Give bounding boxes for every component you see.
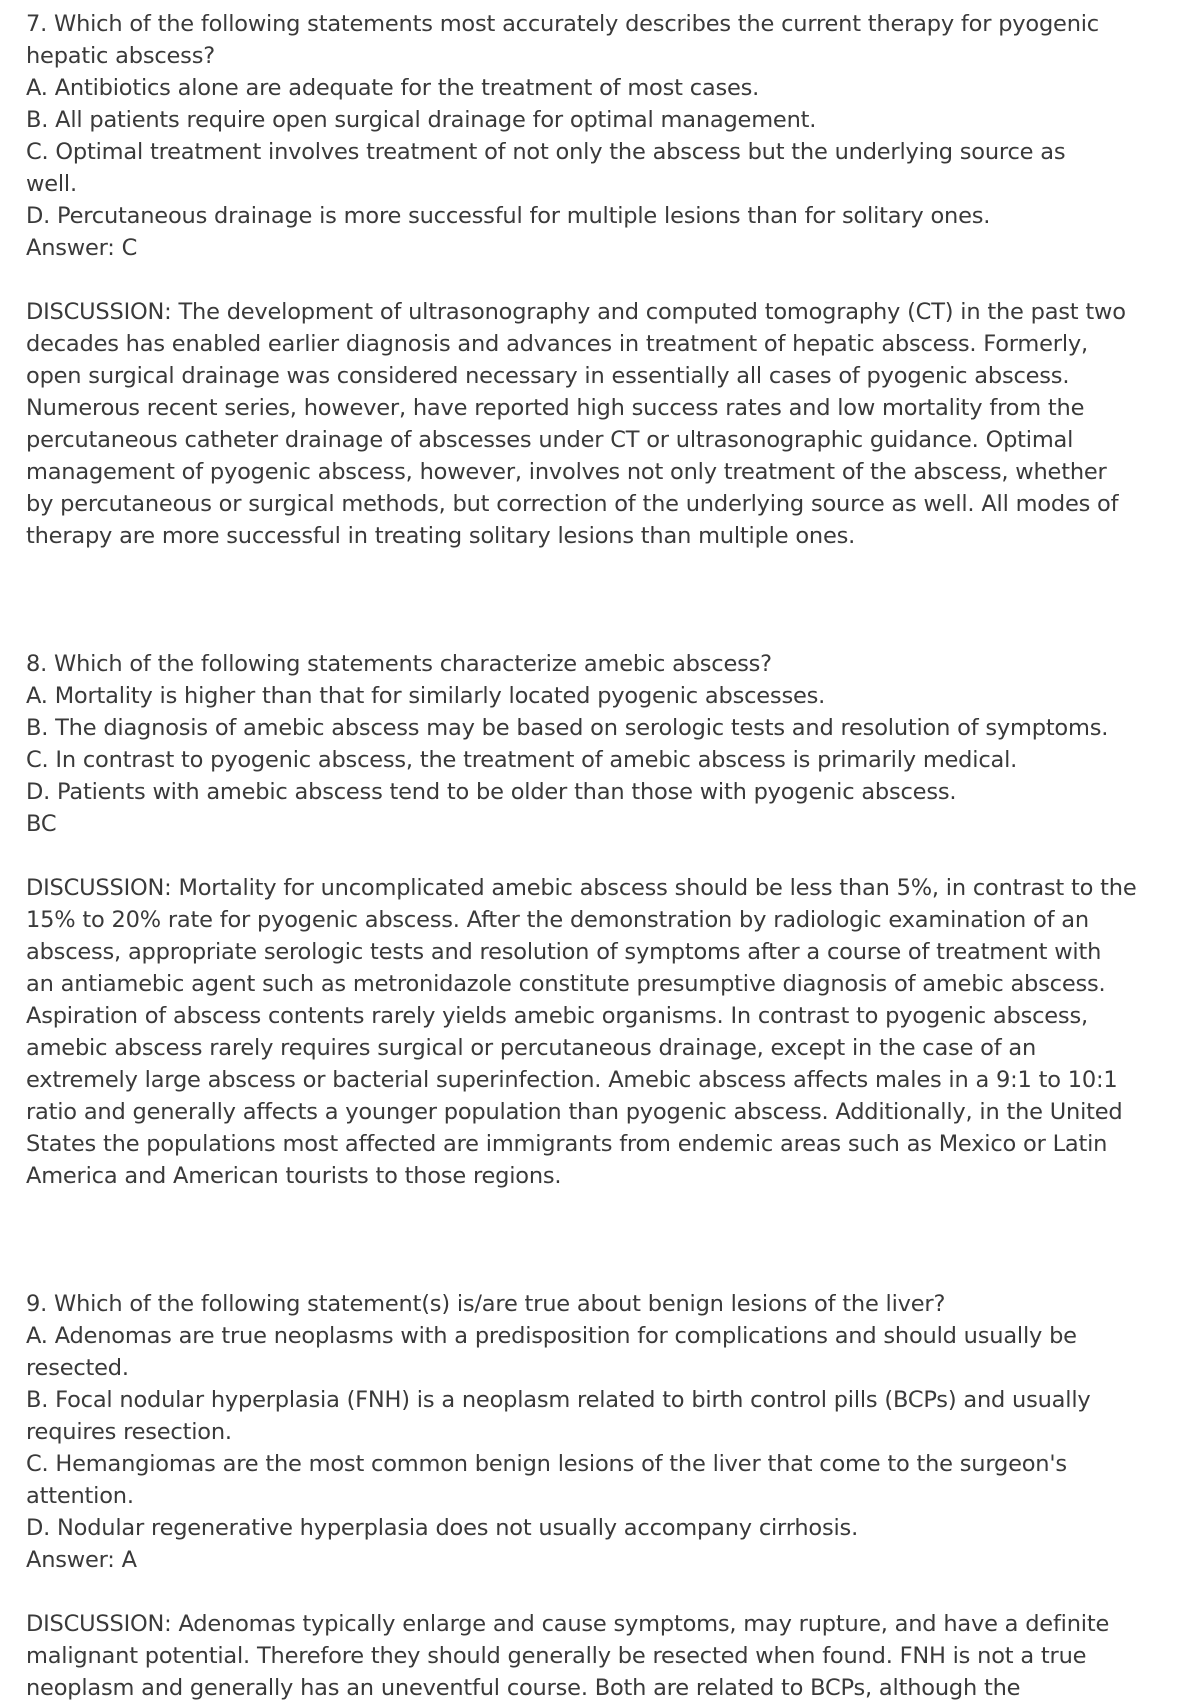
option-b: B. All patients require open surgical drainage for optimal management.	[26, 107, 817, 133]
option-c: C. Optimal treatment involves treatment of not only the abscess but the underlying source as	[26, 139, 1066, 165]
question-stem: 8. Which of the following statements characterize amebic abscess?	[26, 651, 772, 677]
discussion-line: extremely large abscess or bacterial superinfection. Amebic abscess affects males in a 9:1 to 10:1	[26, 1067, 1118, 1093]
document-page	[26, 8, 1176, 1704]
discussion-line: DISCUSSION: The development of ultrasonography and computed tomography (CT) in the past two	[26, 299, 1126, 325]
question-9	[26, 1288, 1176, 1704]
option-d: D. Percutaneous drainage is more successful for multiple lesions than for solitary ones.	[26, 203, 991, 229]
discussion-line: by percutaneous or surgical methods, but correction of the underlying source as well. All modes of	[26, 491, 1119, 517]
discussion-line: abscess, appropriate serologic tests and resolution of symptoms after a course of treatment with	[26, 939, 1102, 965]
discussion-line: open surgical drainage was considered necessary in essentially all cases of pyogenic abscess.	[26, 363, 1070, 389]
question-stem: 7. Which of the following statements most accurately describes the current therapy for pyogenic	[26, 11, 1099, 37]
discussion-line: Numerous recent series, however, have reported high success rates and low mortality from the	[26, 395, 1085, 421]
discussion-line: amebic abscess rarely requires surgical or percutaneous drainage, except in the case of an	[26, 1035, 1037, 1061]
option-d: D. Patients with amebic abscess tend to be older than those with pyogenic abscess.	[26, 779, 957, 805]
question-stem: hepatic abscess?	[26, 43, 215, 69]
option-c-continued: attention.	[26, 1483, 134, 1509]
question-8	[26, 648, 1176, 1192]
option-b: B. Focal nodular hyperplasia (FNH) is a neoplasm related to birth control pills (BCPs) and usually	[26, 1387, 1091, 1413]
discussion-line: an antiamebic agent such as metronidazole constitute presumptive diagnosis of amebic abscess.	[26, 971, 1106, 997]
option-b: B. The diagnosis of amebic abscess may be based on serologic tests and resolution of symptoms.	[26, 715, 1109, 741]
discussion-line: malignant potential. Therefore they should generally be resected when found. FNH is not a true	[26, 1643, 1087, 1669]
option-c: C. Hemangiomas are the most common benign lesions of the liver that come to the surgeon's	[26, 1451, 1067, 1477]
option-c-continued: well.	[26, 171, 77, 197]
option-a-continued: resected.	[26, 1355, 129, 1381]
discussion-line: percutaneous catheter drainage of abscesses under CT or ultrasonographic guidance. Optimal	[26, 427, 1074, 453]
answer-line: Answer: C	[26, 235, 138, 261]
option-c: C. In contrast to pyogenic abscess, the treatment of amebic abscess is primarily medical.	[26, 747, 1018, 773]
question-7	[26, 8, 1176, 552]
discussion-line: therapy are more successful in treating solitary lesions than multiple ones.	[26, 523, 856, 549]
discussion-line: DISCUSSION: Mortality for uncomplicated amebic abscess should be less than 5%, in contrast to the	[26, 875, 1137, 901]
discussion-line: 15% to 20% rate for pyogenic abscess. After the demonstration by radiologic examination of an	[26, 907, 1089, 933]
discussion-line: management of pyogenic abscess, however, involves not only treatment of the abscess, whether	[26, 459, 1107, 485]
discussion-line: DISCUSSION: Adenomas typically enlarge and cause symptoms, may rupture, and have a definite	[26, 1611, 1110, 1637]
discussion-line: America and American tourists to those regions.	[26, 1163, 562, 1189]
question-stem: 9. Which of the following statement(s) is/are true about benign lesions of the liver?	[26, 1291, 946, 1317]
discussion-line: neoplasm and generally has an uneventful course. Both are related to BCPs, although the	[26, 1675, 1021, 1701]
discussion-line: States the populations most affected are immigrants from endemic areas such as Mexico or Latin	[26, 1131, 1108, 1157]
discussion-line: decades has enabled earlier diagnosis and advances in treatment of hepatic abscess. Formerly,	[26, 331, 1088, 357]
option-a: A. Adenomas are true neoplasms with a predisposition for complications and should usually be	[26, 1323, 1077, 1349]
option-b-continued: requires resection.	[26, 1419, 232, 1445]
answer-line: BC	[26, 811, 57, 837]
option-a: A. Mortality is higher than that for similarly located pyogenic abscesses.	[26, 683, 826, 709]
discussion-line: Aspiration of abscess contents rarely yields amebic organisms. In contrast to pyogenic abscess,	[26, 1003, 1088, 1029]
discussion-line: ratio and generally affects a younger population than pyogenic abscess. Additionally, in the United	[26, 1099, 1123, 1125]
option-a: A. Antibiotics alone are adequate for the treatment of most cases.	[26, 75, 760, 101]
answer-line: Answer: A	[26, 1547, 137, 1573]
option-d: D. Nodular regenerative hyperplasia does not usually accompany cirrhosis.	[26, 1515, 859, 1541]
